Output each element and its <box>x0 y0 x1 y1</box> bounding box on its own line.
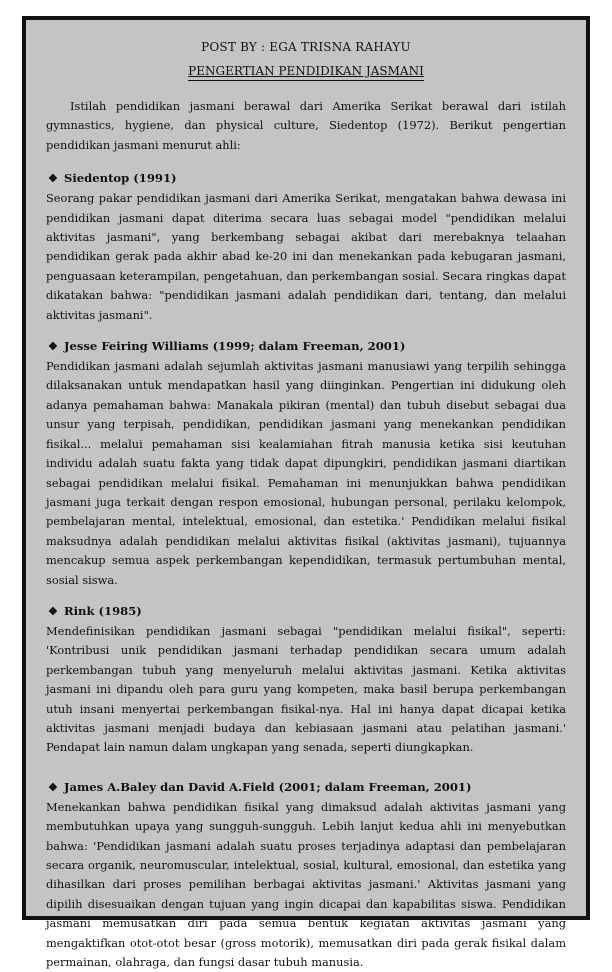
section-rink <box>46 602 566 758</box>
section-williams <box>46 337 566 590</box>
section-heading-text: James A.Baley dan David A.Field (2001; dalam Freeman, 2001) <box>64 779 472 794</box>
diamond-bullet-icon: ❖ <box>48 340 58 354</box>
diamond-bullet-icon: ❖ <box>48 604 58 618</box>
document-frame <box>22 16 590 970</box>
section-body: Seorang pakar pendidikan jasmani dari Amerika Serikat, mengatakan bahwa dewasa ini pendidikan jasmani dapat diterima secara luas sebagai model "pendidikan melalui aktivitas jasmani", yang berkembang sebagai akibat dari merebaknya telaahan pendidikan gerak pada akhir abad ke-20 ini dan menekankan pada kebugaran jasmani, penguasaan keterampilan, pengetahuan, dan perkembangan sosial. Secara ringkas dapat dikatakan bahwa: "pendidikan jasmani adalah pendidikan dari, tentang, dan melalui aktivitas jasmani". <box>46 191 566 322</box>
section-heading <box>46 602 566 621</box>
document-title: PENGERTIAN PENDIDIKAN JASMANI <box>188 63 424 81</box>
diamond-bullet-icon: ❖ <box>48 172 58 186</box>
post-by-line: POST BY : EGA TRISNA RAHAYU <box>201 40 411 54</box>
section-heading-text: Siedentop (1991) <box>64 171 177 186</box>
section-body: Menekankan bahwa pendidikan fisikal yang dimaksud adalah aktivitas jasmani yang membutuhkan upaya yang sungguh-sungguh. Lebih lanjut kedua ahli ini menyebutkan bahwa: 'Pendidikan jasmani adalah suatu proses terjadinya adaptasi dan pembelajaran secara organik, neuromuscular, intelektual, sosial, kultural, emosional, dan estetika yang dihasilkan dari proses pemilihan berbagai aktivitas jasmani.' Aktivitas jasmani yang dipilih disesuaikan dengan tujuan yang ingin dicapai dan kapabilitas siswa. Pendidikan jasmani memusatkan diri pada semua bentuk kegiatan aktivitas jasmani yang mengaktifkan otot-otot besar (gross motorik), memusatkan diri pada gerak fisikal dalam permainan, olahraga, dan fungsi dasar tubuh manusia. <box>46 799 566 970</box>
intro-paragraph: Istilah pendidikan jasmani berawal dari Amerika Serikat berawal dari istilah gymnastics, hygiene, dan physical culture, Siedentop (1972). Berikut pengertian pendidikan jasmani menurut ahli: <box>46 99 566 152</box>
section-baley-field <box>46 778 566 972</box>
section-heading-text: Jesse Feiring Williams (1999; dalam Freeman, 2001) <box>64 339 406 354</box>
diamond-bullet-icon: ❖ <box>48 780 58 794</box>
document-header <box>46 38 566 97</box>
section-body: Pendidikan jasmani adalah sejumlah aktivitas jasmani manusiawi yang terpilih sehingga dilaksanakan untuk mendapatkan hasil yang diinginkan. Pengertian ini didukung oleh adanya pemahaman bahwa: Manakala pikiran (mental) dan tubuh disebut sebagai dua unsur yang terpisah, pendidikan, pendidikan jasmani yang menekankan pendidikan fisikal... melalui pemahaman sisi kealamiahan fitrah manusia ketika sisi keutuhan individu adalah suatu fakta yang tidak dapat dipungkiri, pendidikan jasmani diartikan sebagai pendidikan melalui fisikal. Pemahaman ini menunjukkan bahwa pendidikan jasmani juga terkait dengan respon emosional, hubungan personal, perilaku kelompok, pembelajaran mental, intelektual, emosional, dan estetika.' Pendidikan melalui fisikal maksudnya adalah pendidikan melalui aktivitas fisikal (aktivitas jasmani), tujuannya mencakup semua aspek perkembangan kependidikan, termasuk pertumbuhan mental, sosial siswa. <box>46 359 566 587</box>
section-heading <box>46 778 566 797</box>
section-heading <box>46 169 566 188</box>
section-siedentop <box>46 169 566 325</box>
section-heading-text: Rink (1985) <box>64 603 142 618</box>
section-heading <box>46 337 566 356</box>
section-body: Mendefinisikan pendidikan jasmani sebagai "pendidikan melalui fisikal", seperti: 'Kontribusi unik pendidikan jasmani terhadap pendidikan secara umum adalah perkembangan tubuh yang menyeluruh melalui aktivitas jasmani. Ketika aktivitas jasmani ini dipandu oleh para guru yang kompeten, maka basil berupa perkembangan utuh insani menyertai perkembangan fisikal-nya. Hal ini hanya dapat dicapai ketika aktivitas jasmani menjadi budaya dan kebiasaan jasmani atau pelatihan jasmani.' Pendapat lain namun dalam ungkapan yang senada, seperti diungkapkan. <box>46 623 566 755</box>
